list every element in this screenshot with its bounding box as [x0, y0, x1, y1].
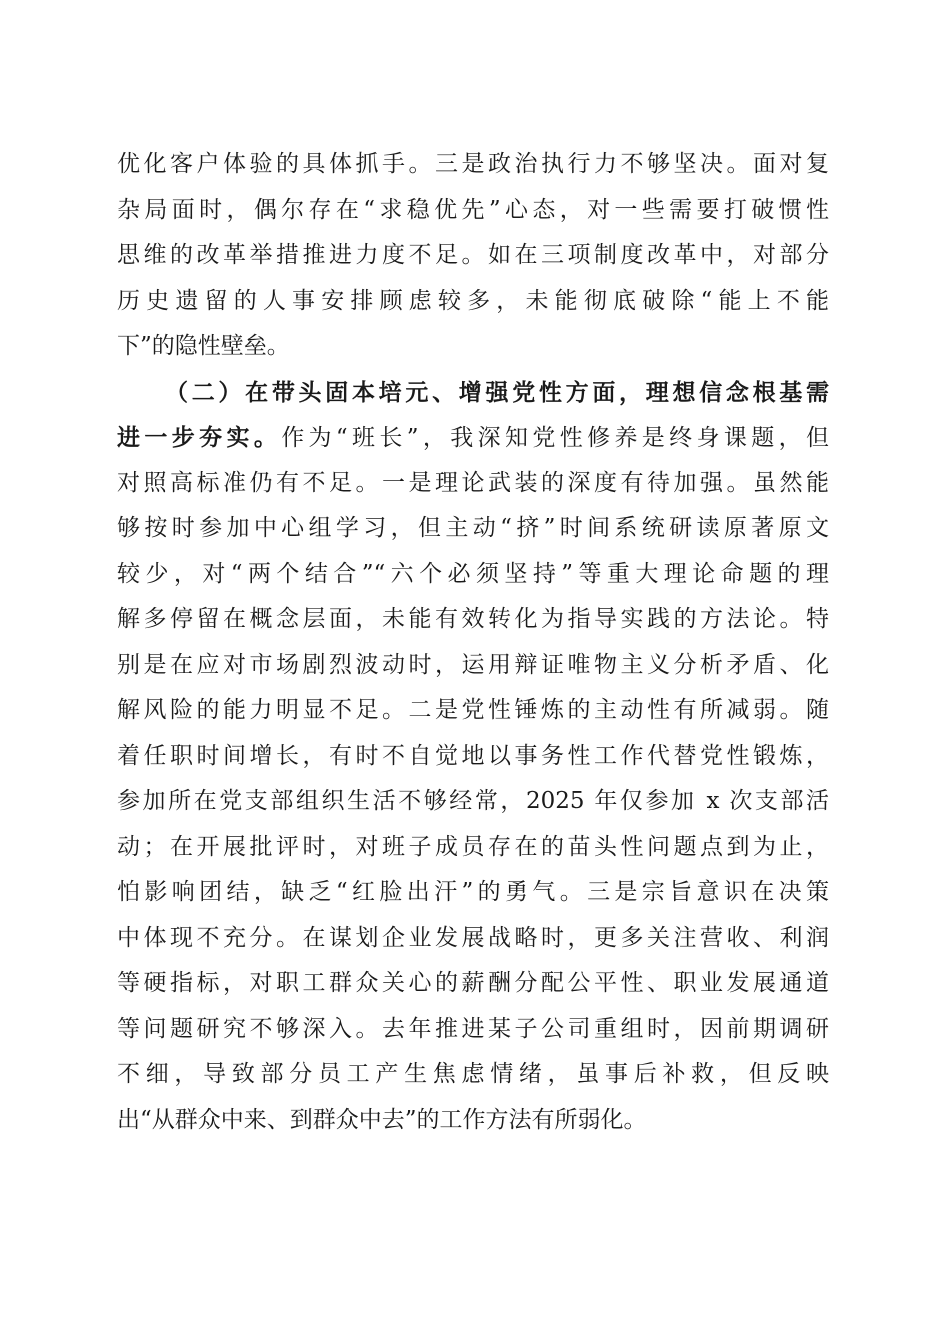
paragraph-2-line: 解风险的能力明显不足。二是党性锤炼的主动性有所减弱。随	[117, 697, 829, 723]
paragraph-2-line: 对照高标准仍有不足。一是理论武装的深度有待加强。虽然能	[117, 469, 829, 496]
paragraph-2-line: 够按时参加中心组学习，但主动“挤”时间系统研读原著原文	[117, 515, 829, 541]
paragraph-2-line: 参加所在党支部组织生活不够经常，2025 年仅参加 x 次支部活	[117, 788, 829, 814]
section-heading-rest-text: 作为“班长”，我深知党性修养是终身课题，但	[281, 425, 829, 451]
paragraph-1-line: 下”的隐性壁垒。	[117, 333, 290, 359]
paragraph-1-line: 思维的改革举措推进力度不足。如在三项制度改革中，对部分	[117, 242, 829, 268]
paragraph-2-line: 怕影响团结，缺乏“红脸出汗”的勇气。三是宗旨意识在决策	[117, 879, 829, 905]
section-heading-bold-text: 进一步夯实。	[117, 424, 282, 451]
paragraph-2-line: 别是在应对市场剧烈波动时，运用辩证唯物主义分析矛盾、化	[117, 651, 829, 678]
paragraph-2-line: 中体现不充分。在谋划企业发展战略时，更多关注营收、利润	[117, 924, 829, 951]
paragraph-2-line: 动；在开展批评时，对班子成员存在的苗头性问题点到为止，	[117, 833, 829, 860]
paragraph-2-line: 出“从群众中来、到群众中去”的工作方法有所弱化。	[117, 1106, 647, 1133]
paragraph-2-line: 较少，对“两个结合”“六个必须坚持”等重大理论命题的理	[117, 560, 829, 587]
section-heading-line-2	[117, 415, 829, 461]
paragraph-2-line: 着任职时间增长，有时不自觉地以事务性工作代替党性锻炼，	[117, 742, 829, 769]
paragraph-2-line: 不细，导致部分员工产生焦虑情绪，虽事后补救，但反映	[117, 1061, 829, 1087]
paragraph-1-line: 历史遗留的人事安排顾虑较多，未能彻底破除“能上不能	[117, 287, 829, 314]
document-body	[117, 142, 829, 1143]
paragraph-1-line: 杂局面时，偶尔存在“求稳优先”心态，对一些需要打破惯性	[117, 196, 829, 223]
section-heading-line: （二）在带头固本培元、增强党性方面，理想信念根基需	[165, 378, 829, 406]
paragraph-2-line: 等硬指标，对职工群众关心的薪酬分配公平性、职业发展通道	[117, 970, 829, 996]
paragraph-1-line: 优化客户体验的具体抓手。三是政治执行力不够坚决。面对复	[117, 151, 829, 177]
paragraph-2-line: 等问题研究不够深入。去年推进某子公司重组时，因前期调研	[117, 1015, 829, 1042]
paragraph-2-line: 解多停留在概念层面，未能有效转化为指导实践的方法论。特	[117, 606, 829, 632]
